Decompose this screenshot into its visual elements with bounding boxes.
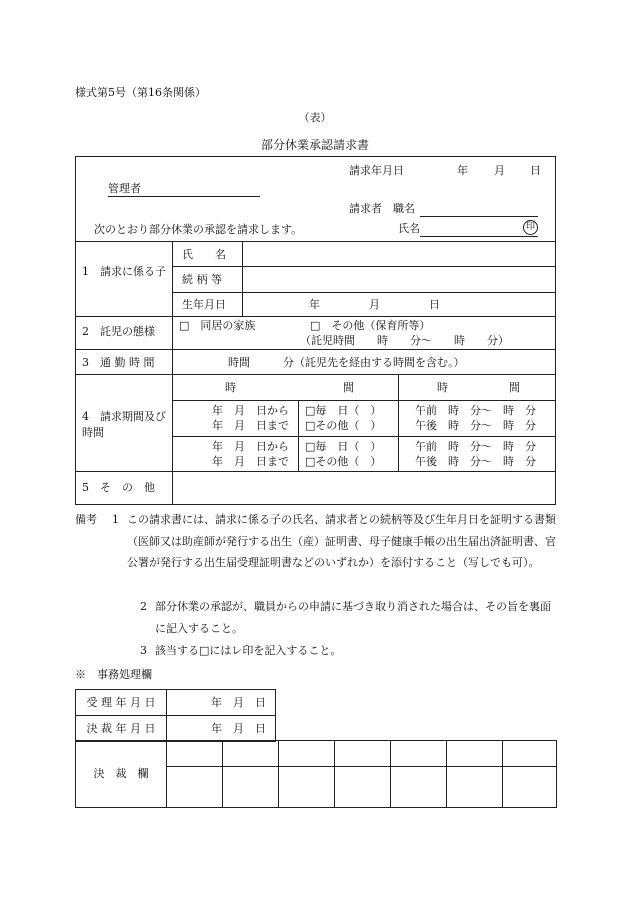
remark-text-1: この請求書には、請求に係る子の氏名、請求者との続柄等及び生年月日を証明する書類（医師又は助産師が発行する出生（産）証明書、母子健康手帳の出生届出済証明書、官公署が発行する出生届受理証明書などのいずれか）を添付すること（写しでも可）。 <box>127 513 556 570</box>
request-year: 年 <box>457 164 468 177</box>
approval-cell <box>391 741 447 767</box>
remark-item-3 <box>112 640 557 662</box>
header-time-1: 時 <box>225 381 236 394</box>
header-period-1: 間 <box>343 381 354 394</box>
approval-cell <box>447 741 503 767</box>
commute-value: 時間 分（託児先を経由する時間を含む。） <box>228 356 465 369</box>
child-label: 1 請求に係る子 <box>82 265 166 278</box>
approval-cell <box>335 741 391 767</box>
page-title: 部分休業承認請求書 <box>260 138 369 152</box>
approval-seal-cell <box>223 767 279 808</box>
pm-time-2: 午後 時 分～ 時 分 <box>415 455 536 468</box>
other-label: 5 そ の 他 <box>82 481 155 494</box>
date-to-2: 年 月 日まで <box>212 455 289 468</box>
header-time-2: 時 <box>437 381 448 394</box>
name-label: 氏 名 <box>182 248 226 261</box>
decided-date-value: 年 月 日 <box>167 716 276 742</box>
office-heading: ※ 事務処理欄 <box>75 668 152 681</box>
requester-position-label: 請求者 職名 <box>349 202 415 215</box>
requester-name-label: 氏名 <box>398 222 420 235</box>
approval-seal-cell <box>447 767 503 808</box>
approval-seal-cell <box>391 767 447 808</box>
other-days-1: □その他（ ） <box>305 419 382 432</box>
remark-text-3: 該当する□にはレ印を記入すること。 <box>155 644 342 657</box>
relation-label: 続 柄 等 <box>182 273 222 286</box>
decided-date-label: 決 裁 年 月 日 <box>76 716 167 742</box>
remark-item-1 <box>112 509 557 596</box>
request-day: 日 <box>530 164 541 177</box>
care-label: 2 託児の態様 <box>82 325 155 338</box>
am-time-1: 午前 時 分～ 時 分 <box>415 404 536 417</box>
request-month: 月 <box>494 164 505 177</box>
approval-cell <box>223 741 279 767</box>
office-date-table <box>75 689 276 742</box>
dob-label: 生年月日 <box>182 298 226 311</box>
approval-seal-cell <box>503 767 557 808</box>
am-time-2: 午前 時 分～ 時 分 <box>415 440 536 453</box>
other-days-2: □その他（ ） <box>305 455 382 468</box>
request-statement: 次のとおり部分休業の承認を請求します。 <box>94 223 303 236</box>
request-table <box>75 156 556 505</box>
header-period-2: 間 <box>509 381 520 394</box>
approval-label: 決 裁 欄 <box>76 741 167 808</box>
date-to-1: 年 月 日まで <box>212 419 289 432</box>
approval-seal-cell <box>335 767 391 808</box>
commute-label: 3 通 勤 時 間 <box>82 356 155 369</box>
care-other-option: □ その他（保育所等） <box>310 319 431 332</box>
approval-cell <box>167 741 223 767</box>
remark-item-2 <box>112 596 557 640</box>
care-time: （託児時間 時 分～ 時 分） <box>300 334 509 347</box>
remarks-label: 備考 <box>75 513 97 526</box>
form-number: 様式第5号（第16条関係） <box>75 86 206 99</box>
remark-number-1: 1 <box>112 513 119 526</box>
date-from-1: 年 月 日から <box>212 404 289 417</box>
approval-cell <box>279 741 335 767</box>
dob-month: 月 <box>369 298 380 311</box>
pm-time-1: 午後 時 分～ 時 分 <box>415 419 536 432</box>
remark-number-2: 2 <box>140 600 147 613</box>
care-home-option: □ 同居の家族 <box>179 319 256 332</box>
side-label: （表） <box>298 111 332 124</box>
every-day-2: □毎 日（ ） <box>305 440 382 453</box>
approval-seal-cell <box>167 767 223 808</box>
remark-text-2: 部分休業の承認が、職員からの申請に基づき取り消された場合は、その旨を裏面に記入すること。 <box>155 600 551 635</box>
approval-table <box>75 740 557 808</box>
seal-mark: 印 <box>523 220 538 235</box>
approval-cell <box>503 741 557 767</box>
remark-number-3: 3 <box>140 644 147 657</box>
request-date-label: 請求年月日 <box>349 164 404 177</box>
dob-day: 日 <box>429 298 440 311</box>
approval-seal-cell <box>279 767 335 808</box>
manager-label: 管理者 <box>108 182 141 195</box>
received-date-label: 受 理 年 月 日 <box>76 690 167 716</box>
received-date-value: 年 月 日 <box>167 690 276 716</box>
dob-year: 年 <box>309 298 320 311</box>
every-day-1: □毎 日（ ） <box>305 404 382 417</box>
period-label: 4 請求期間及び時間 <box>82 410 166 439</box>
date-from-2: 年 月 日から <box>212 440 289 453</box>
